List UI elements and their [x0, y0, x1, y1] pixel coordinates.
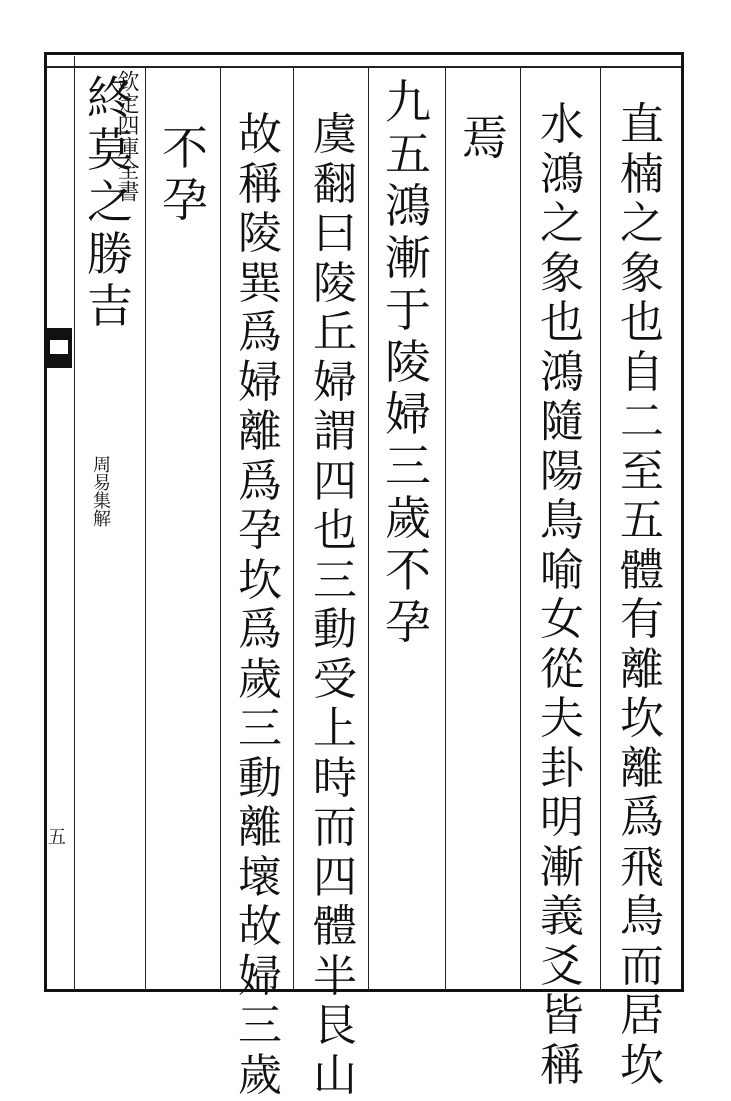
text-character: 勝 — [87, 227, 133, 281]
text-character: 爻 — [540, 940, 584, 992]
text-character: 明 — [540, 792, 584, 843]
text-character: 時 — [313, 752, 357, 804]
column-rule — [368, 66, 369, 990]
text-character: 婦 — [313, 356, 357, 408]
text-character: 也 — [313, 505, 357, 556]
text-character: 至 — [620, 445, 664, 497]
text-character: 謂 — [313, 406, 357, 457]
text-character: 夫 — [540, 693, 584, 744]
text-character: 漸 — [385, 231, 431, 285]
text-character: 三 — [238, 703, 282, 754]
text-character: 鴻 — [540, 148, 584, 200]
text-character: 動 — [238, 752, 282, 804]
text-character: 漸 — [540, 841, 584, 893]
text-character: 鳥 — [620, 891, 664, 942]
text-character: 焉 — [462, 111, 508, 165]
text-character: 爲 — [238, 307, 282, 358]
text-character: 翻 — [313, 158, 357, 210]
text-character: 婦 — [385, 387, 431, 441]
column-rule — [220, 66, 221, 990]
text-character: 歲 — [238, 653, 282, 705]
text-character: 不 — [385, 543, 431, 597]
text-character: 象 — [620, 247, 664, 299]
text-character: 上 — [313, 703, 357, 754]
column-rule — [520, 66, 521, 990]
text-character: 楠 — [620, 148, 664, 200]
text-character: 而 — [620, 940, 664, 992]
text-character: 陽 — [540, 445, 584, 497]
text-character: 自 — [620, 346, 664, 398]
text-character: 象 — [540, 247, 584, 299]
fishtail-notch — [50, 340, 68, 354]
text-character: 也 — [540, 297, 584, 348]
text-character: 之 — [620, 198, 664, 249]
text-character: 離 — [620, 643, 664, 695]
text-character: 動 — [313, 604, 357, 655]
text-character: 巽 — [238, 257, 282, 309]
text-character: 故 — [238, 901, 282, 952]
text-character: 丘 — [313, 307, 357, 358]
text-column — [155, 122, 215, 226]
text-character: 虞 — [313, 109, 357, 160]
text-character: 故 — [238, 109, 282, 160]
text-column — [305, 110, 365, 1100]
margin-page-number — [48, 825, 66, 851]
text-character: 婦 — [238, 950, 282, 1002]
text-column — [80, 72, 140, 332]
text-character: 女 — [540, 594, 584, 645]
margin-book-title-text: 周易集解 — [90, 455, 111, 527]
text-character: 居 — [620, 990, 664, 1041]
text-character: 歲 — [385, 491, 431, 545]
text-column — [455, 112, 515, 164]
text-character: 義 — [540, 891, 584, 942]
text-character: 陵 — [313, 257, 357, 309]
text-character: 鴻 — [540, 346, 584, 398]
column-rule — [445, 66, 446, 990]
text-character: 爲 — [238, 604, 282, 655]
text-character: 體 — [620, 544, 664, 596]
text-character: 孕 — [385, 595, 431, 649]
text-character: 卦 — [540, 742, 584, 794]
text-character: 二 — [620, 396, 664, 447]
text-character: 隨 — [540, 396, 584, 447]
text-column — [532, 100, 592, 1090]
text-character: 婦 — [238, 356, 282, 408]
text-character: 而 — [313, 802, 357, 853]
text-character: 鳥 — [540, 495, 584, 546]
margin-header-text: 欽定四庫全書 — [114, 70, 139, 202]
text-character: 艮 — [313, 1000, 357, 1051]
text-character: 半 — [313, 950, 357, 1002]
text-character: 水 — [540, 99, 584, 150]
text-character: 之 — [540, 198, 584, 249]
text-character: 四 — [313, 455, 357, 507]
text-character: 爲 — [238, 455, 282, 507]
text-character: 鴻 — [385, 179, 431, 233]
text-character: 坎 — [620, 693, 664, 744]
text-character: 不 — [162, 121, 208, 175]
text-character: 于 — [385, 283, 431, 337]
text-character: 有 — [620, 594, 664, 645]
text-character: 孕 — [238, 505, 282, 556]
text-character: 稱 — [540, 1039, 584, 1091]
text-character: 飛 — [620, 841, 664, 893]
text-character: 五 — [385, 127, 431, 181]
text-column — [378, 76, 438, 648]
text-character: 也 — [620, 297, 664, 348]
text-character: 爲 — [620, 792, 664, 843]
top-rule — [46, 66, 682, 68]
text-character: 離 — [238, 802, 282, 853]
text-column — [230, 110, 290, 1100]
text-character: 山 — [313, 1049, 357, 1101]
text-character: 五 — [620, 495, 664, 546]
text-character: 之 — [87, 175, 133, 229]
text-character: 莫 — [87, 123, 133, 177]
text-character: 終 — [87, 71, 133, 125]
text-character: 坎 — [238, 554, 282, 606]
text-character: 陵 — [238, 208, 282, 259]
text-character: 吉 — [87, 279, 133, 333]
column-rule — [145, 66, 146, 990]
text-character: 曰 — [313, 208, 357, 259]
text-column — [612, 100, 672, 1090]
text-character: 離 — [620, 742, 664, 794]
text-character: 歲 — [238, 1049, 282, 1101]
column-rule — [600, 66, 601, 990]
text-character: 體 — [313, 901, 357, 952]
text-character: 從 — [540, 643, 584, 695]
margin-book-title — [48, 455, 152, 527]
text-character: 三 — [238, 1000, 282, 1051]
page-number: 五 — [48, 827, 66, 848]
text-character: 三 — [385, 439, 431, 493]
text-character: 三 — [313, 554, 357, 606]
text-character: 坎 — [620, 1039, 664, 1091]
text-character: 四 — [313, 851, 357, 903]
text-character: 陵 — [385, 335, 431, 389]
column-rule — [293, 66, 294, 990]
text-character: 稱 — [238, 158, 282, 210]
text-character: 離 — [238, 406, 282, 457]
text-character: 九 — [385, 75, 431, 129]
text-character: 皆 — [540, 990, 584, 1041]
text-character: 直 — [620, 99, 664, 150]
text-character: 孕 — [162, 173, 208, 227]
text-character: 受 — [313, 653, 357, 705]
text-character: 壞 — [238, 851, 282, 903]
text-character: 喻 — [540, 544, 584, 596]
